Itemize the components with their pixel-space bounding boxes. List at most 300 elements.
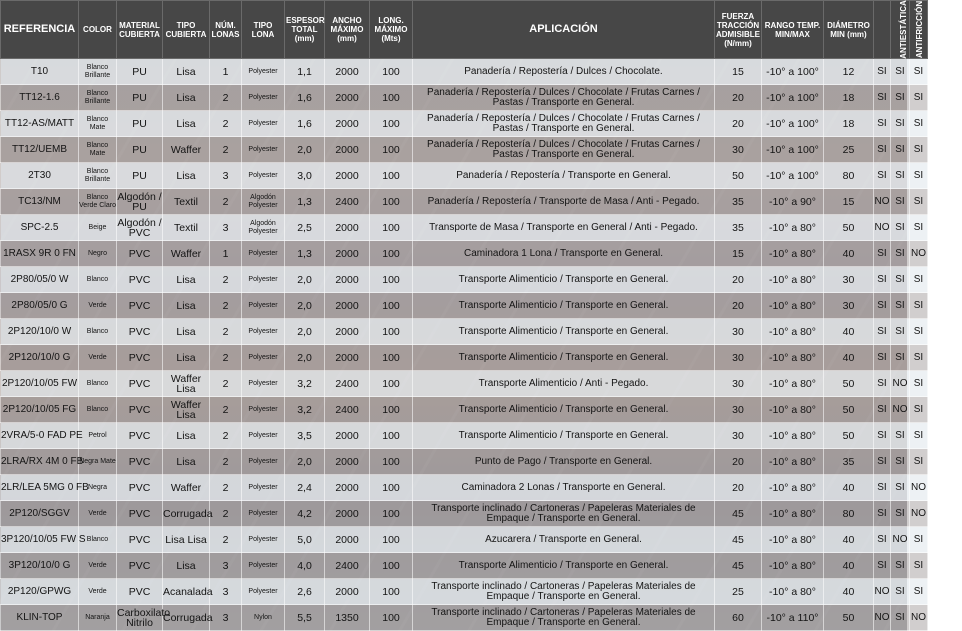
cell-referencia: 3P120/10/05 FW S	[1, 527, 79, 553]
cell-aplicacion: Panadería / Repostería / Dulces / Chocolate / Frutas Carnes / Pastas / Transporte en General.	[413, 111, 715, 137]
cell-material: PVC	[117, 579, 163, 605]
cell-tipo-lona: Polyester	[242, 85, 285, 111]
cell-fuerza: 45	[715, 527, 762, 553]
cell-diametro: 50	[824, 371, 874, 397]
cell-longitud: 100	[370, 319, 413, 345]
header-material: MATERIAL CUBIERTA	[117, 1, 163, 59]
cell-referencia: 2P120/10/0 G	[1, 345, 79, 371]
cell-antifriccion: SI	[891, 579, 910, 605]
cell-num-lonas: 1	[210, 59, 242, 85]
cell-rango: -10° a 80°	[762, 579, 824, 605]
cell-fuerza: 35	[715, 189, 762, 215]
cell-longitud: 100	[370, 267, 413, 293]
cell-aplicacion: Panadería / Repostería / Transporte de Masa / Anti - Pegado.	[413, 189, 715, 215]
cell-antiestatica: SI	[874, 501, 891, 527]
cell-color: Verde	[79, 501, 117, 527]
cell-longitud: 100	[370, 345, 413, 371]
cell-fuerza: 20	[715, 85, 762, 111]
cell-diametro: 40	[824, 241, 874, 267]
cell-diametro: 40	[824, 579, 874, 605]
cell-antiestatica: SI	[874, 345, 891, 371]
cell-longitud: 100	[370, 371, 413, 397]
cell-espesor: 2,5	[285, 215, 325, 241]
cell-ancho: 2400	[325, 553, 370, 579]
header-num-lonas: NÚM. LONAS	[210, 1, 242, 59]
cell-referencia: 1RASX 9R 0 FN	[1, 241, 79, 267]
cell-num-lonas: 1	[210, 241, 242, 267]
cell-ancho: 2400	[325, 371, 370, 397]
cell-referencia: 2P120/10/05 FW	[1, 371, 79, 397]
cell-diametro: 35	[824, 449, 874, 475]
cell-aplicacion: Panadería / Repostería / Dulces / Chocolate / Frutas Carnes / Pastas / Transporte en General.	[413, 137, 715, 163]
cell-referencia: TT12/UEMB	[1, 137, 79, 163]
cell-material: PU	[117, 85, 163, 111]
cell-alimenticia: SI	[910, 371, 928, 397]
cell-antiestatica: SI	[874, 397, 891, 423]
header-fuerza: FUERZA TRACCIÓN ADMISIBLE (N/mm)	[715, 1, 762, 59]
cell-num-lonas: 2	[210, 501, 242, 527]
cell-longitud: 100	[370, 215, 413, 241]
cell-color: Verde	[79, 579, 117, 605]
cell-longitud: 100	[370, 59, 413, 85]
cell-espesor: 4,0	[285, 553, 325, 579]
cell-antifriccion: SI	[891, 267, 910, 293]
cell-fuerza: 20	[715, 111, 762, 137]
cell-espesor: 2,0	[285, 319, 325, 345]
cell-tipo-lona: Polyester	[242, 163, 285, 189]
cell-fuerza: 20	[715, 475, 762, 501]
cell-tipo-lona: Polyester	[242, 111, 285, 137]
cell-ancho: 2000	[325, 241, 370, 267]
cell-alimenticia: NO	[910, 241, 928, 267]
cell-tipo-cubierta: Lisa	[163, 423, 210, 449]
header-antifriccion-label: ANTIFRICCIÓN	[915, 0, 925, 59]
cell-alimenticia: NO	[910, 501, 928, 527]
table-row	[1, 527, 928, 553]
cell-diametro: 30	[824, 293, 874, 319]
cell-rango: -10° a 100°	[762, 59, 824, 85]
cell-antifriccion: SI	[891, 319, 910, 345]
cell-tipo-cubierta: Waffer Lisa	[163, 371, 210, 397]
cell-ancho: 2400	[325, 189, 370, 215]
cell-longitud: 100	[370, 579, 413, 605]
cell-num-lonas: 2	[210, 85, 242, 111]
table-row	[1, 189, 928, 215]
cell-espesor: 3,2	[285, 397, 325, 423]
table-row	[1, 241, 928, 267]
cell-antiestatica: SI	[874, 527, 891, 553]
cell-espesor: 1,6	[285, 85, 325, 111]
table-row	[1, 163, 928, 189]
cell-diametro: 40	[824, 475, 874, 501]
cell-alimenticia: SI	[910, 111, 928, 137]
cell-longitud: 100	[370, 475, 413, 501]
cell-referencia: 2P120/SGGV	[1, 501, 79, 527]
cell-tipo-cubierta: Textil	[163, 189, 210, 215]
cell-fuerza: 45	[715, 501, 762, 527]
cell-material: PVC	[117, 475, 163, 501]
cell-espesor: 2,0	[285, 345, 325, 371]
header-ancho: ANCHO MÁXIMO (mm)	[325, 1, 370, 59]
cell-referencia: 2T30	[1, 163, 79, 189]
cell-rango: -10° a 80°	[762, 371, 824, 397]
cell-tipo-lona: Polyester	[242, 397, 285, 423]
table-row	[1, 267, 928, 293]
cell-espesor: 5,0	[285, 527, 325, 553]
cell-fuerza: 30	[715, 397, 762, 423]
cell-num-lonas: 2	[210, 449, 242, 475]
cell-fuerza: 30	[715, 137, 762, 163]
cell-color: Blanco	[79, 371, 117, 397]
cell-antifriccion: SI	[891, 137, 910, 163]
cell-color: Blanco	[79, 527, 117, 553]
cell-tipo-cubierta: Lisa	[163, 111, 210, 137]
cell-aplicacion: Transporte Alimenticio / Transporte en General.	[413, 423, 715, 449]
cell-color: Blanco Mate	[79, 111, 117, 137]
cell-material: PVC	[117, 553, 163, 579]
cell-tipo-lona: Polyester	[242, 371, 285, 397]
cell-tipo-lona: Polyester	[242, 59, 285, 85]
table-row	[1, 449, 928, 475]
cell-antifriccion: SI	[891, 189, 910, 215]
cell-aplicacion: Transporte inclinado / Cartoneras / Papeleras Materiales de Empaque / Transporte en General.	[413, 501, 715, 527]
cell-antifriccion: SI	[891, 215, 910, 241]
cell-longitud: 100	[370, 241, 413, 267]
cell-num-lonas: 2	[210, 111, 242, 137]
cell-material: PVC	[117, 267, 163, 293]
cell-aplicacion: Punto de Pago / Transporte en General.	[413, 449, 715, 475]
cell-espesor: 2,4	[285, 475, 325, 501]
cell-tipo-cubierta: Lisa Lisa	[163, 527, 210, 553]
cell-tipo-cubierta: Lisa	[163, 345, 210, 371]
cell-aplicacion: Panadería / Repostería / Dulces / Chocolate.	[413, 59, 715, 85]
cell-rango: -10° a 80°	[762, 397, 824, 423]
cell-num-lonas: 2	[210, 423, 242, 449]
cell-ancho: 2000	[325, 319, 370, 345]
cell-referencia: KLIN-TOP	[1, 605, 79, 631]
cell-longitud: 100	[370, 397, 413, 423]
cell-aplicacion: Panadería / Repostería / Dulces / Chocolate / Frutas Carnes / Pastas / Transporte en General.	[413, 85, 715, 111]
cell-material: PU	[117, 111, 163, 137]
cell-tipo-cubierta: Textil	[163, 215, 210, 241]
cell-alimenticia: SI	[910, 163, 928, 189]
cell-diametro: 50	[824, 397, 874, 423]
cell-antiestatica: SI	[874, 163, 891, 189]
cell-color: Negra Mate	[79, 449, 117, 475]
cell-rango: -10° a 80°	[762, 293, 824, 319]
cell-referencia: 2P120/10/0 W	[1, 319, 79, 345]
cell-antifriccion: SI	[891, 449, 910, 475]
cell-diametro: 40	[824, 319, 874, 345]
cell-color: Negro	[79, 241, 117, 267]
cell-diametro: 50	[824, 605, 874, 631]
cell-alimenticia: NO	[910, 605, 928, 631]
cell-referencia: 2LRA/RX 4M 0 FB	[1, 449, 79, 475]
header-longitud: LONG. MÁXIMO (Mts)	[370, 1, 413, 59]
cell-longitud: 100	[370, 137, 413, 163]
cell-material: Algodón / PU	[117, 190, 162, 213]
cell-referencia: 2P80/05/0 G	[1, 293, 79, 319]
cell-material: PVC	[117, 501, 163, 527]
cell-antifriccion: SI	[891, 293, 910, 319]
cell-antifriccion: SI	[891, 423, 910, 449]
table-row	[1, 605, 928, 631]
cell-espesor: 3,2	[285, 371, 325, 397]
cell-diametro: 40	[824, 527, 874, 553]
table-row	[1, 137, 928, 163]
cell-num-lonas: 3	[210, 163, 242, 189]
table-row	[1, 475, 928, 501]
cell-diametro: 80	[824, 163, 874, 189]
cell-rango: -10° a 80°	[762, 423, 824, 449]
cell-antiestatica: SI	[874, 137, 891, 163]
cell-tipo-lona: Algodón Polyester	[242, 189, 285, 215]
cell-ancho: 2000	[325, 527, 370, 553]
cell-tipo-lona: Polyester	[242, 267, 285, 293]
cell-antiestatica: NO	[874, 215, 891, 241]
cell-antiestatica: SI	[874, 59, 891, 85]
cell-tipo-cubierta: Corrugada	[163, 605, 210, 631]
cell-tipo-lona: Polyester	[242, 449, 285, 475]
cell-espesor: 1,1	[285, 59, 325, 85]
header-antiestatica	[874, 0, 908, 59]
cell-longitud: 100	[370, 423, 413, 449]
cell-antiestatica: NO	[874, 189, 891, 215]
cell-referencia: 2LR/LEA 5MG 0 FB	[1, 475, 79, 501]
cell-referencia: SPC-2.5	[1, 215, 79, 241]
cell-tipo-cubierta: Acanalada	[163, 579, 210, 605]
cell-antiestatica: SI	[874, 553, 891, 579]
cell-antiestatica: SI	[874, 293, 891, 319]
cell-rango: -10° a 80°	[762, 319, 824, 345]
cell-aplicacion: Transporte inclinado / Cartoneras / Papeleras Materiales de Empaque / Transporte en General.	[413, 605, 715, 631]
cell-longitud: 100	[370, 163, 413, 189]
cell-num-lonas: 2	[210, 137, 242, 163]
cell-diametro: 18	[824, 111, 874, 137]
cell-diametro: 40	[824, 345, 874, 371]
cell-espesor: 2,0	[285, 293, 325, 319]
cell-tipo-cubierta: Waffer	[163, 241, 210, 267]
cell-antifriccion: SI	[891, 501, 910, 527]
cell-aplicacion: Transporte Alimenticio / Transporte en General.	[413, 319, 715, 345]
cell-diametro: 15	[824, 189, 874, 215]
cell-espesor: 1,3	[285, 189, 325, 215]
cell-ancho: 2000	[325, 345, 370, 371]
cell-material: PVC	[117, 293, 163, 319]
cell-color: Blanco Mate	[79, 137, 117, 163]
header-tipo-lona: TIPO LONA	[242, 1, 285, 59]
cell-ancho: 2000	[325, 59, 370, 85]
cell-alimenticia: SI	[910, 449, 928, 475]
cell-tipo-lona: Polyester	[242, 319, 285, 345]
cell-diametro: 40	[824, 553, 874, 579]
cell-referencia: TT12-AS/MATT	[1, 111, 79, 137]
cell-alimenticia: SI	[910, 215, 928, 241]
cell-referencia: 2P120/GPWG	[1, 579, 79, 605]
cell-ancho: 2000	[325, 449, 370, 475]
cell-ancho: 2400	[325, 397, 370, 423]
table-row	[1, 423, 928, 449]
table-row	[1, 215, 928, 241]
cell-longitud: 100	[370, 449, 413, 475]
cell-fuerza: 30	[715, 423, 762, 449]
cell-rango: -10° a 110°	[762, 605, 824, 631]
cell-ancho: 2000	[325, 215, 370, 241]
cell-rango: -10° a 80°	[762, 241, 824, 267]
cell-fuerza: 35	[715, 215, 762, 241]
cell-antifriccion: SI	[891, 59, 910, 85]
cell-tipo-cubierta: Lisa	[163, 267, 210, 293]
cell-num-lonas: 3	[210, 579, 242, 605]
cell-alimenticia: SI	[910, 397, 928, 423]
cell-num-lonas: 2	[210, 267, 242, 293]
cell-espesor: 3,0	[285, 163, 325, 189]
cell-espesor: 4,2	[285, 501, 325, 527]
cell-aplicacion: Azucarera / Transporte en General.	[413, 527, 715, 553]
cell-num-lonas: 2	[210, 397, 242, 423]
cell-antiestatica: SI	[874, 241, 891, 267]
cell-fuerza: 15	[715, 59, 762, 85]
cell-material: PVC	[117, 319, 163, 345]
cell-tipo-cubierta: Waffer	[163, 137, 210, 163]
cell-tipo-lona: Polyester	[242, 527, 285, 553]
cell-material: Carboxilato Nitrilo	[117, 606, 171, 629]
cell-rango: -10° a 80°	[762, 475, 824, 501]
cell-rango: -10° a 80°	[762, 215, 824, 241]
cell-alimenticia: SI	[910, 137, 928, 163]
cell-antifriccion: SI	[891, 475, 910, 501]
cell-antifriccion: SI	[891, 111, 910, 137]
cell-diametro: 12	[824, 59, 874, 85]
cell-espesor: 5,5	[285, 605, 325, 631]
cell-num-lonas: 2	[210, 527, 242, 553]
table-row	[1, 319, 928, 345]
table-row	[1, 501, 928, 527]
table-row	[1, 345, 928, 371]
cell-tipo-cubierta: Waffer Lisa	[163, 397, 210, 423]
cell-fuerza: 30	[715, 319, 762, 345]
cell-tipo-lona: Polyester	[242, 137, 285, 163]
cell-tipo-lona: Polyester	[242, 293, 285, 319]
cell-antiestatica: SI	[874, 319, 891, 345]
cell-tipo-cubierta: Lisa	[163, 553, 210, 579]
cell-material: PVC	[117, 449, 163, 475]
cell-longitud: 100	[370, 85, 413, 111]
cell-diametro: 50	[824, 215, 874, 241]
cell-antifriccion: NO	[891, 527, 910, 553]
cell-rango: -10° a 100°	[762, 163, 824, 189]
cell-ancho: 2000	[325, 293, 370, 319]
cell-fuerza: 15	[715, 241, 762, 267]
cell-tipo-lona: Polyester	[242, 579, 285, 605]
cell-ancho: 2000	[325, 85, 370, 111]
cell-ancho: 2000	[325, 137, 370, 163]
cell-tipo-lona: Polyester	[242, 423, 285, 449]
table-header-row	[1, 1, 928, 59]
cell-aplicacion: Transporte Alimenticio / Transporte en General.	[413, 397, 715, 423]
cell-aplicacion: Transporte Alimenticio / Transporte en General.	[413, 345, 715, 371]
cell-material: PVC	[117, 423, 163, 449]
cell-aplicacion: Caminadora 2 Lonas / Transporte en General.	[413, 475, 715, 501]
cell-espesor: 2,0	[285, 449, 325, 475]
cell-rango: -10° a 100°	[762, 137, 824, 163]
cell-tipo-lona: Polyester	[242, 345, 285, 371]
cell-antiestatica: NO	[874, 605, 891, 631]
cell-color: Beige	[79, 215, 117, 241]
header-aplicacion: APLICACIÓN	[413, 1, 715, 59]
cell-tipo-lona: Nylon	[242, 605, 285, 631]
cell-num-lonas: 2	[210, 371, 242, 397]
cell-alimenticia: SI	[910, 85, 928, 111]
cell-material: PVC	[117, 527, 163, 553]
cell-longitud: 100	[370, 527, 413, 553]
cell-color: Blanco Brillante	[79, 85, 117, 111]
cell-antifriccion: SI	[891, 345, 910, 371]
cell-color: Blanco	[79, 267, 117, 293]
cell-aplicacion: Transporte Alimenticio / Transporte en General.	[413, 553, 715, 579]
cell-alimenticia: SI	[910, 553, 928, 579]
cell-alimenticia: SI	[910, 189, 928, 215]
cell-fuerza: 20	[715, 449, 762, 475]
cell-alimenticia: SI	[910, 579, 928, 605]
cell-color: Blanco Brillante	[79, 163, 117, 189]
cell-fuerza: 25	[715, 579, 762, 605]
cell-antiestatica: SI	[874, 267, 891, 293]
cell-color: Verde	[79, 293, 117, 319]
cell-aplicacion: Transporte Alimenticio / Anti - Pegado.	[413, 371, 715, 397]
cell-tipo-cubierta: Waffer	[163, 475, 210, 501]
table-row	[1, 59, 928, 85]
cell-color: Blanco	[79, 319, 117, 345]
cell-tipo-lona: Polyester	[242, 553, 285, 579]
cell-tipo-lona: Polyester	[242, 241, 285, 267]
cell-ancho: 2000	[325, 163, 370, 189]
cell-antifriccion: SI	[891, 241, 910, 267]
cell-longitud: 100	[370, 605, 413, 631]
header-rango: RANGO TEMP. MIN/MAX	[762, 1, 824, 59]
cell-fuerza: 30	[715, 371, 762, 397]
header-referencia: REFERENCIA	[1, 1, 79, 59]
cell-alimenticia: SI	[910, 59, 928, 85]
table-body	[1, 59, 928, 631]
cell-diametro: 30	[824, 267, 874, 293]
cell-diametro: 18	[824, 85, 874, 111]
table-row	[1, 85, 928, 111]
cell-espesor: 3,5	[285, 423, 325, 449]
cell-color: Blanco Brillante	[79, 59, 117, 85]
cell-antiestatica: SI	[874, 423, 891, 449]
cell-fuerza: 50	[715, 163, 762, 189]
cell-espesor: 2,0	[285, 137, 325, 163]
cell-alimenticia: SI	[910, 345, 928, 371]
cell-material: PVC	[117, 241, 163, 267]
cell-referencia: TT12-1.6	[1, 85, 79, 111]
cell-referencia: 3P120/10/0 G	[1, 553, 79, 579]
cell-ancho: 2000	[325, 111, 370, 137]
cell-material: PVC	[117, 397, 163, 423]
cell-longitud: 100	[370, 553, 413, 579]
table-row	[1, 553, 928, 579]
cell-espesor: 2,6	[285, 579, 325, 605]
cell-material: PU	[117, 59, 163, 85]
cell-ancho: 2000	[325, 501, 370, 527]
cell-antiestatica: SI	[874, 85, 891, 111]
cell-antiestatica: SI	[874, 371, 891, 397]
cell-color: Blanco	[79, 397, 117, 423]
cell-rango: -10° a 80°	[762, 527, 824, 553]
cell-rango: -10° a 80°	[762, 345, 824, 371]
cell-antiestatica: SI	[874, 475, 891, 501]
